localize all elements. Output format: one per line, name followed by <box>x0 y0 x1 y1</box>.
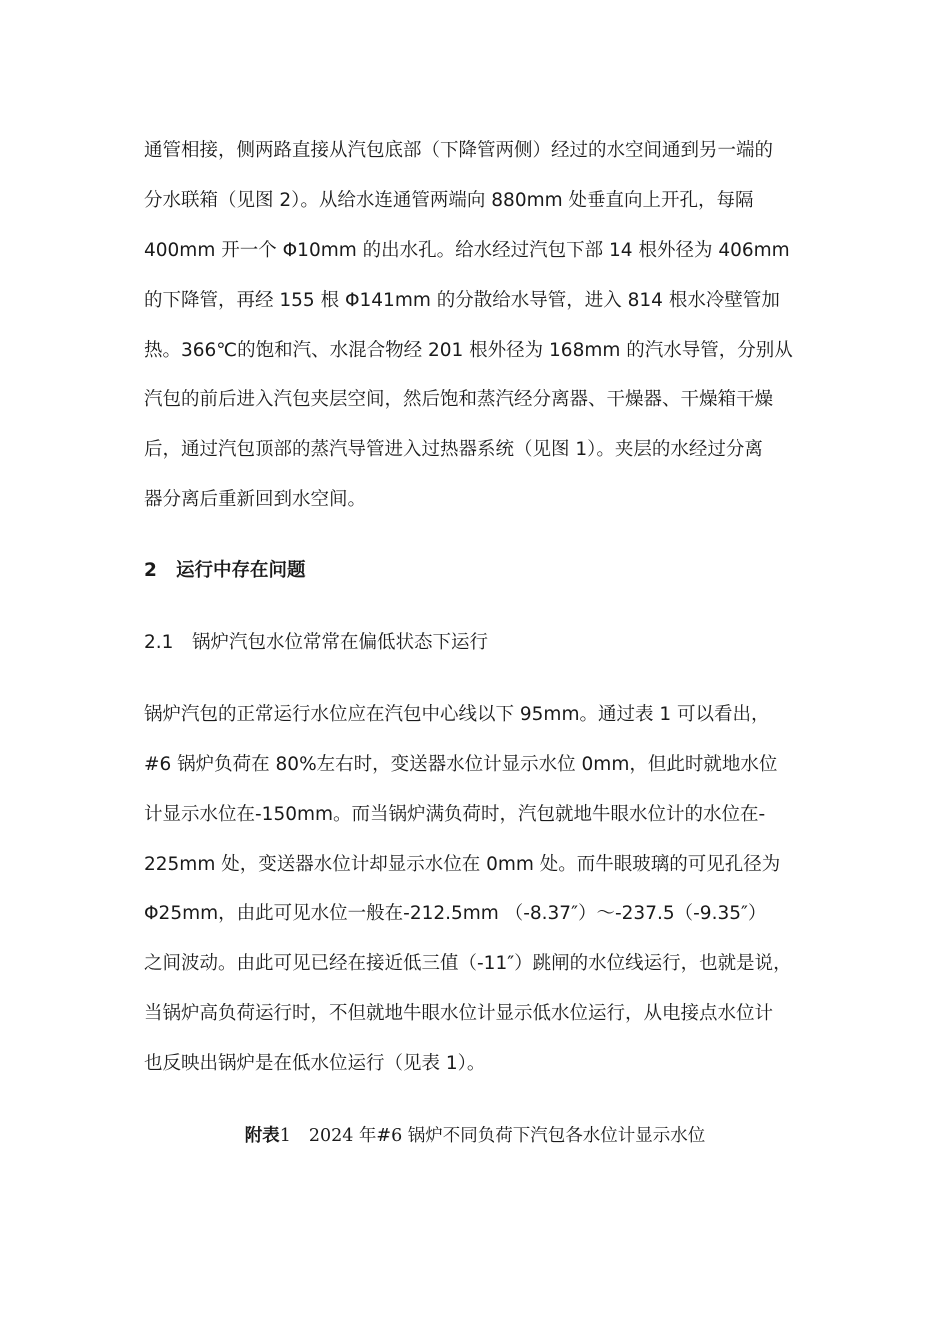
paragraph-1-line: 的下降管，再经 155 根 Φ141mm 的分散给水导管，进入 814 根水冷壁管加 <box>144 290 780 311</box>
table-caption <box>0 1124 950 1148</box>
paragraph-1-line: 分水联箱（见图 2）。从给水连通管两端向 880mm 处垂直向上开孔，每隔 <box>144 190 754 211</box>
paragraph-1-line: 通管相接，侧两路直接从汽包底部（下降管两侧）经过的水空间通到另一端的 <box>144 140 774 161</box>
paragraph-1-line: 热。366℃的饱和汽、水混合物经 201 根外径为 168mm 的汽水导管，分别从 <box>144 340 793 361</box>
table-caption-label: 附表 <box>244 1126 280 1146</box>
section-heading <box>144 559 306 583</box>
table-caption-number: 1 <box>279 1126 291 1146</box>
section-title: 运行中存在问题 <box>176 560 306 581</box>
paragraph-2-line: 计显示水位在-150mm。而当锅炉满负荷时，汽包就地牛眼水位计的水位在- <box>144 804 766 825</box>
section-number: 2 <box>144 560 157 581</box>
paragraph-2-line: 之间波动。由此可见已经在接近低三值（-11″）跳闸的水位线运行，也就是说， <box>144 953 792 974</box>
paragraph-1-line: 器分离后重新回到水空间。 <box>144 489 367 510</box>
paragraph-1-line: 400mm 开一个 Φ10mm 的出水孔。给水经过汽包下部 14 根外径为 406mm <box>144 240 790 261</box>
subsection-title: 锅炉汽包水位常常在偏低状态下运行 <box>192 632 489 653</box>
paragraph-1-line: 汽包的前后进入汽包夹层空间，然后饱和蒸汽经分离器、干燥器、干燥箱干燥 <box>144 389 774 410</box>
paragraph-2-line: 当锅炉高负荷运行时，不但就地牛眼水位计显示低水位运行，从电接点水位计 <box>144 1003 774 1024</box>
paragraph-1-line: 后，通过汽包顶部的蒸汽导管进入过热器系统（见图 1）。夹层的水经过分离 <box>144 439 763 460</box>
subsection-heading <box>144 631 488 655</box>
paragraph-2-line: Φ25mm，由此可见水位一般在-212.5mm （-8.37″）～-237.5（-9.35″） <box>144 903 767 924</box>
paragraph-2-line: 也反映出锅炉是在低水位运行（见表 1）。 <box>144 1053 486 1074</box>
subsection-number: 2.1 <box>144 632 174 653</box>
table-caption-text: 2024 年#6 锅炉不同负荷下汽包各水位计显示水位 <box>308 1126 706 1146</box>
paragraph-2-line: 225mm 处，变送器水位计却显示水位在 0mm 处。而牛眼玻璃的可见孔径为 <box>144 854 781 875</box>
paragraph-2-line: #6 锅炉负荷在 80%左右时，变送器水位计显示水位 0mm，但此时就地水位 <box>144 754 778 775</box>
paragraph-2-line: 锅炉汽包的正常运行水位应在汽包中心线以下 95mm。通过表 1 可以看出， <box>144 704 770 725</box>
